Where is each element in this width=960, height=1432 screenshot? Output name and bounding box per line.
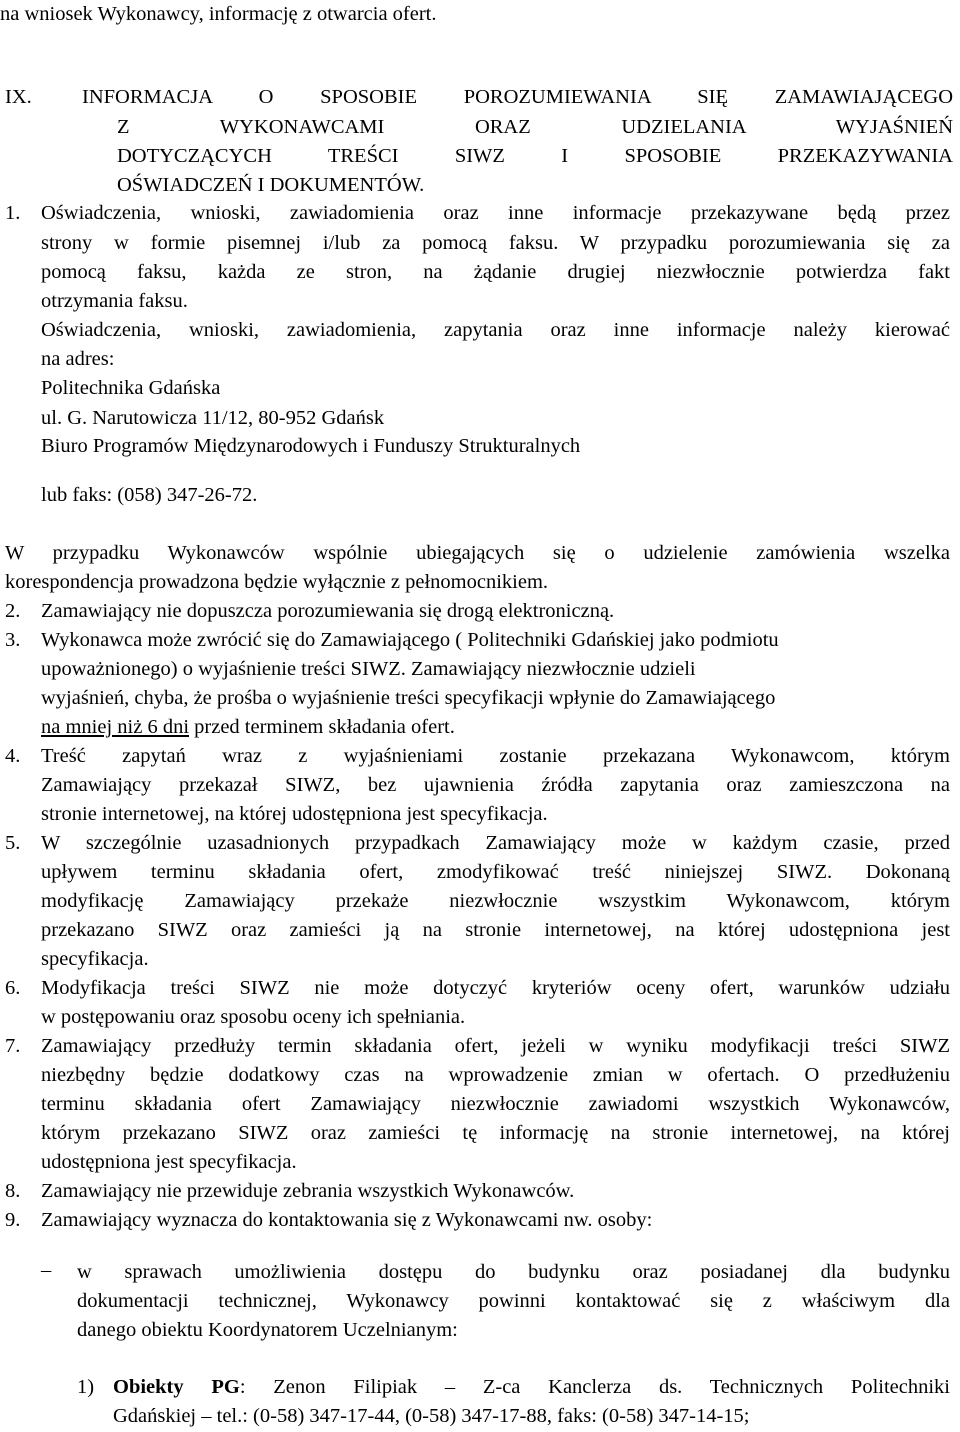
deadline-rest: przed terminem składania ofert. [189, 716, 455, 738]
item-text-line: Wykonawca może zwrócić się do Zamawiającego ( Politechniki Gdańskiej jako podmiotu [41, 629, 779, 651]
address-name: Politechnika Gdańska [41, 377, 221, 399]
section-number: IX. [5, 86, 32, 108]
section-heading-line: Z WYKONAWCAMI ORAZ UDZIELANIA WYJAŚNIEŃ [117, 116, 953, 138]
item-text-line: terminu składania ofert Zamawiający niezwłocznie zawiadomi wszystkich Wykonawców, [41, 1093, 950, 1115]
item-text-line [41, 713, 455, 742]
item-text-line: w postępowaniu oraz sposobu oceny ich spełniania. [41, 1006, 466, 1028]
item-number: 1. [5, 202, 21, 224]
section-heading-line: INFORMACJA O SPOSOBIE POROZUMIEWANIA SIĘ ZAMAWIAJĄCEGO [82, 86, 953, 108]
contact-text-line: Gdańskiej – tel.: (0-58) 347-17-44, (0-58) 347-17-88, faks: (0-58) 347-14-15; [113, 1405, 750, 1427]
item-text-line: upoważnionego) o wyjaśnienie treści SIWZ. Zamawiający niezwłocznie udzieli [41, 658, 696, 680]
item-number: 8. [5, 1180, 21, 1202]
address-street: ul. G. Narutowicza 11/12, 80-952 Gdańsk [41, 407, 385, 429]
item-text-line: udostępniona jest specyfikacja. [41, 1151, 297, 1173]
note-line: korespondencja prowadzona będzie wyłącznie z pełnomocnikiem. [5, 571, 549, 593]
item-text-line: W szczególnie uzasadnionych przypadkach Zamawiający może w każdym czasie, przed [41, 832, 950, 854]
item-text-line: Oświadczenia, wnioski, zawiadomienia oraz inne informacje przekazywane będą przez [41, 202, 950, 224]
item-text-line: Treść zapytań wraz z wyjaśnieniami zostanie przekazana Wykonawcom, którym [41, 745, 950, 767]
item-text-line: niezbędny będzie dodatkowy czas na wprowadzenie zmian w ofertach. O przedłużeniu [41, 1064, 950, 1086]
item-text-line: którym przekazano SIWZ oraz zamieści tę informację na stronie internetowej, na której [41, 1122, 950, 1144]
item-text-line: pomocą faksu, każda ze stron, na żądanie drugiej niezwłocznie potwierdza fakt [41, 261, 950, 283]
intro-line: na wniosek Wykonawcy, informację z otwarcia ofert. [0, 3, 437, 25]
item-number: 3. [5, 629, 21, 651]
fax-number: lub faks: (058) 347-26-72. [41, 484, 258, 506]
deadline-underlined: na mniej niż 6 dni [41, 716, 190, 738]
item-text-line: stronie internetowej, na której udostępniona jest specyfikacja. [41, 803, 548, 825]
contact-bold-label: Obiekty PG [113, 1376, 240, 1398]
address-office: Biuro Programów Międzynarodowych i Funduszy Strukturalnych [41, 435, 581, 457]
section-heading-line: OŚWIADCZEŃ I DOKUMENTÓW. [117, 174, 425, 196]
item-number: 2. [5, 600, 21, 622]
item-text-line: strony w formie pisemnej i/lub za pomocą faksu. W przypadku porozumiewania się za [41, 232, 950, 254]
item-number: 6. [5, 977, 21, 999]
item-text-line: modyfikację Zamawiający przekaże niezwłocznie wszystkim Wykonawcom, którym [41, 890, 950, 912]
dash-marker: – [41, 1259, 52, 1281]
dash-text-line: danego obiektu Koordynatorem Uczelnianym: [77, 1319, 458, 1341]
item-number: 4. [5, 745, 21, 767]
item-text-line: Oświadczenia, wnioski, zawiadomienia, zapytania oraz inne informacje należy kierować [41, 319, 950, 341]
item-text-line: Zamawiający przekazał SIWZ, bez ujawnienia źródła zapytania oraz zamieszczona na [41, 774, 950, 796]
item-number: 9. [5, 1209, 21, 1231]
contact-number: 1) [77, 1376, 95, 1398]
item-text-line: upływem terminu składania ofert, zmodyfikować treść niniejszej SIWZ. Dokonaną [41, 861, 950, 883]
item-text-line: Zamawiający nie dopuszcza porozumiewania się drogą elektroniczną. [41, 600, 615, 622]
item-text-line: Modyfikacja treści SIWZ nie może dotyczyć kryteriów oceny ofert, warunków udziału [41, 977, 950, 999]
item-text-line: otrzymania faksu. [41, 290, 188, 312]
note-line: W przypadku Wykonawców wspólnie ubiegających się o udzielenie zamówienia wszelka [5, 542, 950, 564]
dash-text-line: w sprawach umożliwienia dostępu do budynku oraz posiadanej dla budynku [77, 1261, 950, 1283]
item-text-line: wyjaśnień, chyba, że prośba o wyjaśnienie treści specyfikacji wpłynie do Zamawiającego [41, 687, 776, 709]
item-text-line: Zamawiający nie przewiduje zebrania wszystkich Wykonawców. [41, 1180, 575, 1202]
contact-text-line [113, 1373, 950, 1402]
item-text-line: na adres: [41, 348, 115, 370]
item-text-line: przekazano SIWZ oraz zamieści ją na stronie internetowej, na której udostępniona jest [41, 919, 950, 941]
dash-text-line: dokumentacji technicznej, Wykonawcy powinni kontaktować się z właściwym dla [77, 1290, 950, 1312]
contact-line-rest: : Zenon Filipiak – Z-ca Kanclerza ds. Technicznych Politechniki [239, 1376, 950, 1398]
item-number: 5. [5, 832, 21, 854]
section-heading-line: DOTYCZĄCYCH TREŚCI SIWZ I SPOSOBIE PRZEKAZYWANIA [117, 145, 953, 167]
item-text-line: specyfikacja. [41, 948, 149, 970]
item-number: 7. [5, 1035, 21, 1057]
item-text-line: Zamawiający przedłuży termin składania ofert, jeżeli w wyniku modyfikacji treści SIWZ [41, 1035, 950, 1057]
item-text-line: Zamawiający wyznacza do kontaktowania się z Wykonawcami nw. osoby: [41, 1209, 653, 1231]
